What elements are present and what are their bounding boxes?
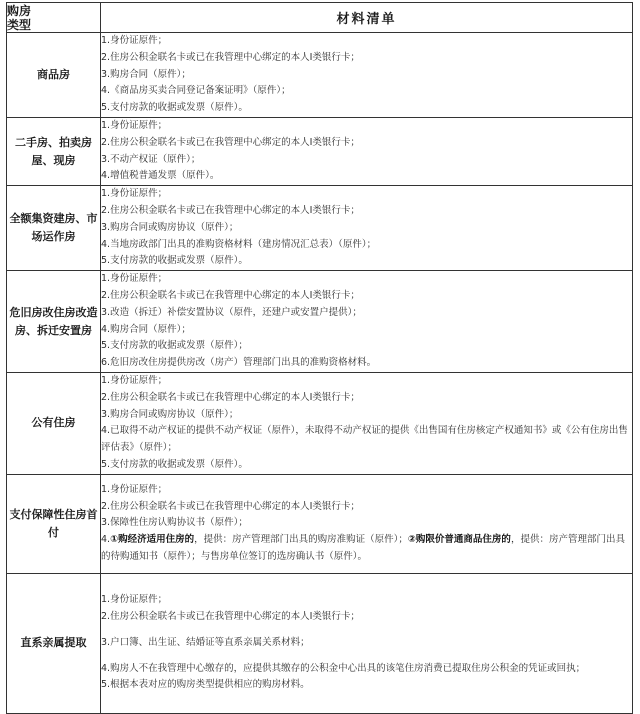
- materials-document: [6, 2, 633, 714]
- materials-table: [6, 2, 633, 714]
- row-type-renovation-resettlement-housing: 危旧房改住房改造房、拆迁安置房: [7, 271, 101, 373]
- row-type-affordable-housing-down-payment: 支付保障性住房首付: [7, 474, 101, 573]
- row-type-public-housing: 公有住房: [7, 372, 101, 474]
- list-item: 4.已取得不动产权证的提供不动产权证（原件），未取得不动产权证的提供《出售国有住房核定产权通知书》或《公有住房出售评估表》（原件）；: [101, 425, 628, 454]
- row-type-commercial-housing: 商品房: [7, 33, 101, 118]
- list-item: 2.住房公积金联名卡或已在我管理中心绑定的本人I类银行卡；: [101, 51, 360, 63]
- list-item: 4.购房人不在我管理中心缴存的，应提供其缴存的公积金中心出具的该笔住房消费已提取住房公积金的凭证或回执；: [101, 662, 586, 674]
- table-row: [7, 117, 633, 185]
- header-purchase-type: [7, 3, 101, 33]
- list-item: 1.身份证原件；: [101, 119, 168, 131]
- list-item: 4.《商品房买卖合同登记备案证明》（原件）；: [101, 85, 291, 97]
- list-item: 2.住房公积金联名卡或已在我管理中心绑定的本人I类银行卡；: [101, 611, 360, 623]
- list-item: 2.住房公积金联名卡或已在我管理中心绑定的本人I类银行卡；: [101, 500, 360, 512]
- item-text: ，提供：房产管理部门出具的待购通知书（原件）；与售房单位签订的选房确认书（原件）。: [101, 534, 625, 562]
- table-row: [7, 33, 633, 118]
- row-items: [101, 186, 633, 271]
- list-item: 3.购房合同或购房协议（原件）；: [101, 221, 239, 233]
- list-item: 3.不动产权证（原件）；: [101, 153, 201, 165]
- row-items: [101, 117, 633, 185]
- list-item: 5.支付房款的收据或发票（原件）。: [101, 102, 248, 114]
- list-item: 6.危旧房改住房提供房改（房产）管理部门出具的准购资格材料。: [101, 357, 377, 369]
- list-item: 4.当地房政部门出具的准购资格材料（建房情况汇总表）（原件）；: [101, 238, 377, 250]
- list-item: 2.住房公积金联名卡或已在我管理中心绑定的本人I类银行卡；: [101, 289, 360, 301]
- header-type-text: 购房 类型: [7, 3, 32, 32]
- item-emphasis: ①购经济适用住房的: [110, 534, 195, 546]
- item-text: 4.: [101, 534, 111, 546]
- list-item: 5.支付房款的收据或发票（原件）。: [101, 458, 248, 470]
- item-emphasis: ②购限价普通商品住房的: [407, 534, 511, 546]
- table-row: [7, 271, 633, 373]
- list-item: 1.身份证原件；: [101, 188, 168, 200]
- row-items: [101, 33, 633, 118]
- list-item: 5.支付房款的收据或发票（原件）；: [101, 340, 248, 352]
- list-item: 2.住房公积金联名卡或已在我管理中心绑定的本人I类银行卡；: [101, 136, 360, 148]
- list-item: 5.支付房款的收据或发票（原件）。: [101, 255, 248, 267]
- list-item: 1.身份证原件；: [101, 483, 168, 495]
- table-row: [7, 372, 633, 474]
- row-type-lineal-relative-withdrawal: 直系亲属提取: [7, 573, 101, 713]
- list-item: 3.保障性住房认购协议书（原件）；: [101, 517, 248, 529]
- list-item: 3.户口簿、出生证、结婚证等直系亲属关系材料；: [101, 636, 310, 648]
- item-text: ，提供：房产管理部门出具的购房准购证（原件）；: [194, 534, 408, 546]
- list-item: 3.购房合同（原件）；: [101, 68, 191, 80]
- list-item: 4.增值税普通发票（原件）。: [101, 170, 220, 182]
- list-item: 1.身份证原件；: [101, 594, 168, 606]
- table-row: [7, 474, 633, 573]
- row-items: [101, 372, 633, 474]
- list-item: 1.身份证原件；: [101, 374, 168, 386]
- list-item: [101, 532, 632, 566]
- row-items: [101, 474, 633, 573]
- list-item: 2.住房公积金联名卡或已在我管理中心绑定的本人I类银行卡；: [101, 204, 360, 216]
- header-materials-list: 材料清单: [101, 3, 633, 33]
- row-items: [101, 271, 633, 373]
- row-type-fund-raised-housing: 全额集资建房、市场运作房: [7, 186, 101, 271]
- row-type-second-hand-housing: 二手房、拍卖房屋、现房: [7, 117, 101, 185]
- table-row: [7, 186, 633, 271]
- table-row: [7, 573, 633, 713]
- list-item: 3.购房合同或购房协议（原件）；: [101, 408, 239, 420]
- list-item: 3.改造（拆迁）补偿安置协议（原件，还建户或安置户提供）；: [101, 306, 362, 318]
- list-item: 5.根据本表对应的购房类型提供相应的购房材料。: [101, 679, 310, 691]
- row-items: [101, 573, 633, 713]
- list-item: 2.住房公积金联名卡或已在我管理中心绑定的本人I类银行卡；: [101, 391, 360, 403]
- table-header-row: [7, 3, 633, 33]
- list-item: 1.身份证原件；: [101, 35, 168, 46]
- list-item: 1.身份证原件；: [101, 273, 168, 285]
- list-item: 4.购房合同（原件）；: [101, 323, 191, 335]
